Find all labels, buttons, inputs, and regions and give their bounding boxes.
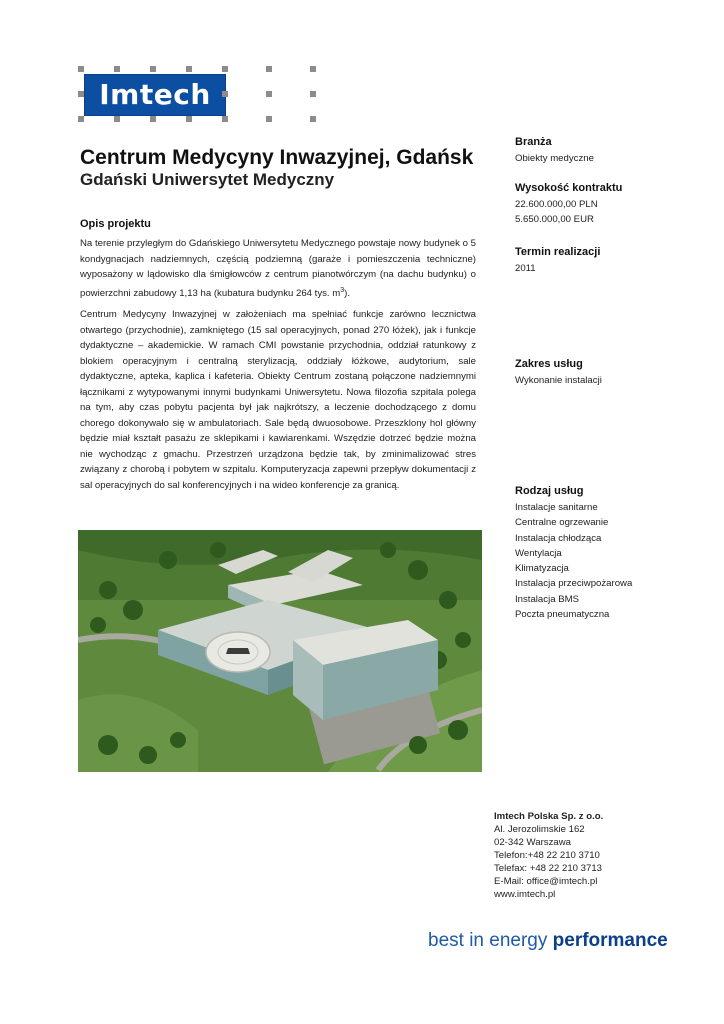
- superscript: 3: [340, 286, 345, 294]
- list-item: Instalacje sanitarne: [515, 502, 598, 513]
- kontrakt-value-pln: 22.600.000,00 PLN: [515, 199, 598, 210]
- contact-email[interactable]: E-Mail: office@imtech.pl: [494, 876, 598, 887]
- logo-square: [186, 116, 192, 122]
- contact-block: [494, 810, 603, 901]
- contact-fax: Telefax: +48 22 210 3713: [494, 863, 603, 874]
- logo-text: Imtech: [99, 78, 211, 111]
- logo-square: [310, 91, 316, 97]
- company-name: Imtech Polska Sp. z o.o.: [494, 811, 604, 822]
- kontrakt-label: Wysokość kontraktu: [515, 182, 623, 194]
- page-title: Centrum Medycyny Inwazyjnej, Gdańsk: [80, 146, 474, 169]
- list-item: Centralne ogrzewanie: [515, 517, 609, 529]
- branza-label: Branża: [515, 136, 552, 148]
- list-item: Poczta pneumatyczna: [515, 609, 610, 621]
- logo-square: [222, 116, 228, 122]
- logo-square: [266, 116, 272, 122]
- list-item: Klimatyzacja: [515, 563, 569, 575]
- logo-square: [150, 116, 156, 122]
- kontrakt-value-eur: 5.650.000,00 EUR: [515, 214, 594, 225]
- logo-square: [266, 91, 272, 97]
- logo-square: [78, 116, 84, 122]
- list-item: Instalacja BMS: [515, 593, 579, 605]
- building-aerial-photo: [78, 530, 482, 772]
- contact-phone: Telefon:+48 22 210 3710: [494, 850, 600, 861]
- rodzaj-list: [515, 500, 632, 622]
- zakres-label: Zakres usług: [515, 358, 583, 370]
- logo-square: [114, 116, 120, 122]
- description-paragraph: Centrum Medycyny Inwazyjnej w założeniach ma spełniać funkcje zarówno lecznictwa otwartego (przychodnie), zamkniętego (15 sal operacyjnych, ponad 270 łóżek), jak i funkcje dydaktyczne – akademickie. W ramach CMI powstanie przychodnia, oddział ratunkowy z blokiem operacyjnym i centralną sterylizacją, oddziały łóżkowe, audytorium, sale dydaktyczne, apteka, kaplica i kafeteria. Obiekty Centrum zostaną połączone nadziemnymi łącznikami z wytypowanymi innymi budynkami Uniwersytetu. Nowa filozofia szpitala polega na tym, aby czas pobytu pacjenta był jak najkrótszy, a leczenie dochodzącego z domu chorego dokonywało się w ambulatoriach. Sale będą dwuosobowe. Przeszklony hol główny będzie miał kształt pasażu ze sklepikami i kawiarenkami. Wszędzie dotrzeć będzie można nie wychodząc z gmachu. Przestrzeń urządzona będzie tak, by zminimalizować stres związany z chorobą i pobytem w szpitalu. Komputeryzacja zapewni przepływ dokumentacji z sal operacyjnych do sal konferencyjnych i na wideo konferencje za granicą.: [80, 309, 476, 491]
- logo-square: [222, 66, 228, 72]
- list-item: Instalacja chłodząca: [515, 532, 602, 544]
- logo-square: [114, 66, 120, 72]
- list-item: Wentylacja: [515, 547, 562, 559]
- termin-label: Termin realizacji: [515, 246, 601, 258]
- contact-street: Al. Jerozolimskie 162: [494, 824, 585, 835]
- tagline-bold: performance: [552, 930, 668, 951]
- building-illustration: [78, 530, 482, 772]
- description-text: Na terenie przyległym do Gdańskiego Uniwersytetu Medycznego powstaje nowy budynek o 5 kondygnacjach nadziemnych, częścią podziemną (garaże i pomieszczenia techniczne) wyposażony w lądowisko dla śmigłowców z centrum pianotwórczym (na dachu budynku) o powierzchni zabudowy 1,13 ha (kubatura budynku 264 tys. m: [80, 238, 476, 299]
- logo-square: [78, 91, 84, 97]
- description-heading: Opis projektu: [80, 218, 151, 230]
- logo-square: [78, 66, 84, 72]
- logo-square: [310, 66, 316, 72]
- logo-square: [310, 116, 316, 122]
- logo-square: [150, 66, 156, 72]
- list-item: Instalacja przeciwpożarowa: [515, 578, 633, 590]
- logo-box: [84, 74, 226, 116]
- contact-city: 02-342 Warszawa: [494, 837, 571, 848]
- termin-value: 2011: [515, 263, 536, 274]
- zakres-value: Wykonanie instalacji: [515, 375, 602, 386]
- contact-website[interactable]: www.imtech.pl: [494, 889, 556, 900]
- rodzaj-label: Rodzaj usług: [515, 485, 584, 497]
- branza-value: Obiekty medyczne: [515, 153, 594, 164]
- imtech-logo: [78, 64, 238, 124]
- description-text: ).: [344, 287, 351, 299]
- description-body: [80, 236, 476, 499]
- logo-square: [222, 91, 228, 97]
- description-paragraph: [80, 236, 476, 301]
- logo-square: [186, 66, 192, 72]
- tagline-light: best in energy: [428, 930, 553, 951]
- logo-square: [266, 66, 272, 72]
- tagline: [428, 930, 668, 952]
- page-subtitle: Gdański Uniwersytet Medyczny: [80, 170, 335, 189]
